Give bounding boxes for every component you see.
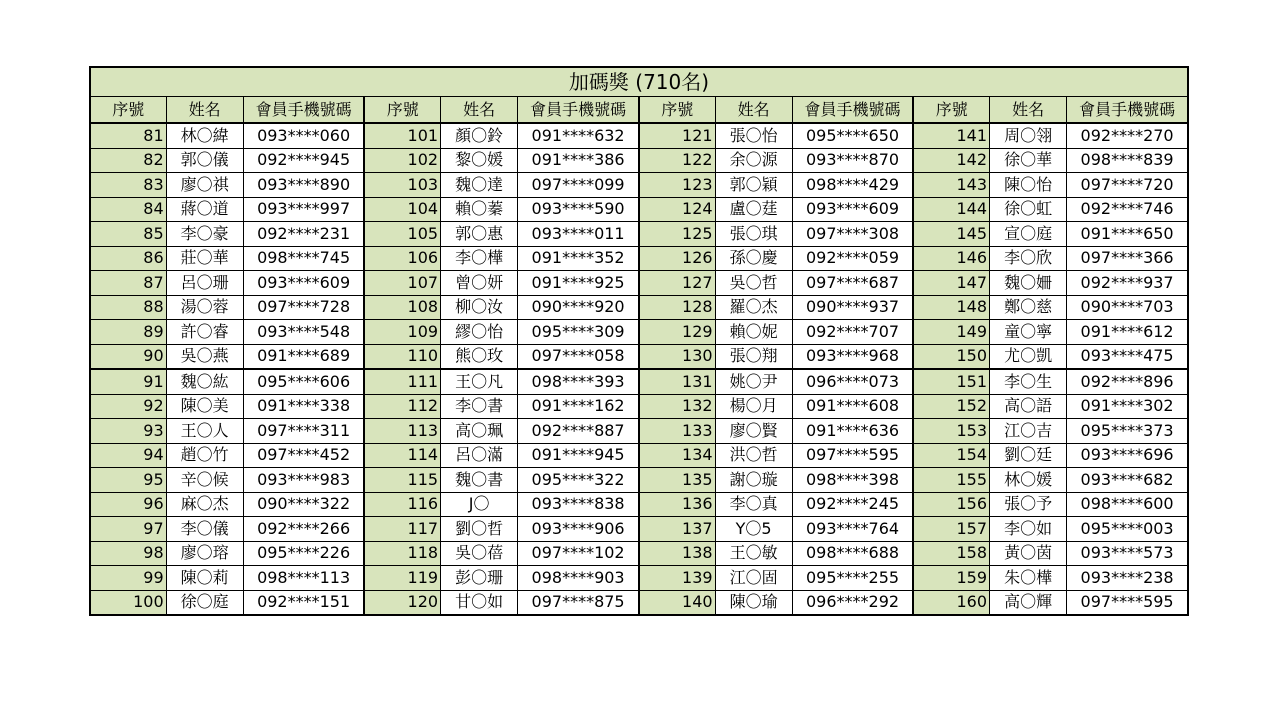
table-title: 加碼獎 (710名): [90, 67, 1188, 97]
number-cell: 147: [913, 271, 989, 296]
name-cell: 黎〇媛: [441, 148, 518, 173]
phone-cell: 097****452: [243, 443, 364, 468]
phone-cell: 092****059: [792, 246, 913, 271]
phone-cell: 098****688: [792, 541, 913, 566]
name-cell: 顏〇鈴: [441, 123, 518, 148]
name-cell: 徐〇華: [990, 148, 1067, 173]
name-cell: 甘〇如: [441, 590, 518, 615]
name-cell: 張〇怡: [715, 123, 792, 148]
phone-cell: 093****548: [243, 320, 364, 345]
phone-cell: 093****573: [1067, 541, 1188, 566]
number-cell: 85: [90, 222, 166, 247]
name-cell: 李〇儀: [166, 517, 243, 542]
table-row: [90, 566, 1188, 591]
name-cell: 劉〇哲: [441, 517, 518, 542]
number-cell: 83: [90, 173, 166, 198]
name-cell: 徐〇庭: [166, 590, 243, 615]
phone-cell: 092****707: [792, 320, 913, 345]
number-cell: 117: [364, 517, 440, 542]
table-row: [90, 443, 1188, 468]
table-row: [90, 468, 1188, 493]
phone-cell: 092****937: [1067, 271, 1188, 296]
phone-cell: 097****058: [518, 344, 639, 369]
phone-cell: 095****322: [518, 468, 639, 493]
phone-cell: 095****255: [792, 566, 913, 591]
number-cell: 143: [913, 173, 989, 198]
name-cell: 盧〇莛: [715, 197, 792, 222]
table-row: [90, 320, 1188, 345]
number-cell: 114: [364, 443, 440, 468]
number-cell: 113: [364, 419, 440, 444]
number-cell: 135: [639, 468, 715, 493]
name-cell: 湯〇蓉: [166, 295, 243, 320]
name-cell: Y〇5: [715, 517, 792, 542]
number-cell: 158: [913, 541, 989, 566]
name-cell: 熊〇玫: [441, 344, 518, 369]
name-cell: 繆〇怡: [441, 320, 518, 345]
number-cell: 105: [364, 222, 440, 247]
phone-cell: 097****595: [792, 443, 913, 468]
table-row: [90, 394, 1188, 419]
number-cell: 95: [90, 468, 166, 493]
table-row: [90, 123, 1188, 148]
phone-cell: 093****968: [792, 344, 913, 369]
number-cell: 149: [913, 320, 989, 345]
table-row: [90, 197, 1188, 222]
name-cell: 許〇睿: [166, 320, 243, 345]
phone-cell: 097****366: [1067, 246, 1188, 271]
number-cell: 125: [639, 222, 715, 247]
number-cell: 122: [639, 148, 715, 173]
table-row: [90, 222, 1188, 247]
name-cell: 謝〇璇: [715, 468, 792, 493]
name-cell: 呂〇珊: [166, 271, 243, 296]
name-cell: 魏〇達: [441, 173, 518, 198]
number-cell: 155: [913, 468, 989, 493]
number-cell: 151: [913, 369, 989, 394]
name-cell: 姚〇尹: [715, 369, 792, 394]
number-cell: 120: [364, 590, 440, 615]
number-cell: 140: [639, 590, 715, 615]
phone-cell: 092****896: [1067, 369, 1188, 394]
name-cell: 魏〇姍: [990, 271, 1067, 296]
name-cell: 彭〇珊: [441, 566, 518, 591]
number-cell: 100: [90, 590, 166, 615]
table-row: [90, 148, 1188, 173]
name-cell: 廖〇瑢: [166, 541, 243, 566]
name-cell: 黃〇茵: [990, 541, 1067, 566]
phone-cell: 090****703: [1067, 295, 1188, 320]
number-cell: 116: [364, 492, 440, 517]
phone-cell: 096****073: [792, 369, 913, 394]
phone-cell: 093****609: [792, 197, 913, 222]
phone-cell: 093****609: [243, 271, 364, 296]
phone-cell: 092****270: [1067, 123, 1188, 148]
phone-cell: 093****060: [243, 123, 364, 148]
name-cell: 曾〇妍: [441, 271, 518, 296]
phone-cell: 091****612: [1067, 320, 1188, 345]
number-cell: 104: [364, 197, 440, 222]
number-cell: 159: [913, 566, 989, 591]
name-cell: 陳〇瑜: [715, 590, 792, 615]
number-cell: 138: [639, 541, 715, 566]
name-cell: 陳〇莉: [166, 566, 243, 591]
name-cell: 江〇吉: [990, 419, 1067, 444]
phone-cell: 098****393: [518, 369, 639, 394]
phone-cell: 092****245: [792, 492, 913, 517]
number-cell: 126: [639, 246, 715, 271]
name-cell: 廖〇賢: [715, 419, 792, 444]
number-cell: 115: [364, 468, 440, 493]
number-cell: 160: [913, 590, 989, 615]
phone-cell: 091****636: [792, 419, 913, 444]
number-cell: 136: [639, 492, 715, 517]
header-number: 序號: [90, 97, 166, 124]
phone-cell: 093****696: [1067, 443, 1188, 468]
name-cell: 陳〇怡: [990, 173, 1067, 198]
table-row: [90, 344, 1188, 369]
number-cell: 157: [913, 517, 989, 542]
number-cell: 89: [90, 320, 166, 345]
name-cell: 張〇予: [990, 492, 1067, 517]
header-phone: 會員手機號碼: [792, 97, 913, 124]
phone-cell: 091****650: [1067, 222, 1188, 247]
name-cell: J〇: [441, 492, 518, 517]
table-body: [90, 67, 1188, 615]
name-cell: 李〇欣: [990, 246, 1067, 271]
number-cell: 121: [639, 123, 715, 148]
table-row: [90, 517, 1188, 542]
number-cell: 102: [364, 148, 440, 173]
phone-cell: 097****308: [792, 222, 913, 247]
winner-table: [89, 66, 1189, 616]
name-cell: 郭〇儀: [166, 148, 243, 173]
phone-cell: 092****231: [243, 222, 364, 247]
phone-cell: 097****875: [518, 590, 639, 615]
number-cell: 124: [639, 197, 715, 222]
phone-cell: 091****162: [518, 394, 639, 419]
name-cell: 吳〇蓓: [441, 541, 518, 566]
phone-cell: 096****292: [792, 590, 913, 615]
name-cell: 徐〇虹: [990, 197, 1067, 222]
name-cell: 尤〇凱: [990, 344, 1067, 369]
name-cell: 江〇固: [715, 566, 792, 591]
name-cell: 柳〇汝: [441, 295, 518, 320]
name-cell: 鄭〇慈: [990, 295, 1067, 320]
table-row: [90, 295, 1188, 320]
number-cell: 130: [639, 344, 715, 369]
number-cell: 91: [90, 369, 166, 394]
phone-cell: 091****925: [518, 271, 639, 296]
number-cell: 144: [913, 197, 989, 222]
phone-cell: 093****475: [1067, 344, 1188, 369]
name-cell: 李〇豪: [166, 222, 243, 247]
number-cell: 127: [639, 271, 715, 296]
number-cell: 92: [90, 394, 166, 419]
phone-cell: 093****890: [243, 173, 364, 198]
header-number: 序號: [639, 97, 715, 124]
number-cell: 87: [90, 271, 166, 296]
name-cell: 李〇生: [990, 369, 1067, 394]
header-row: [90, 97, 1188, 124]
phone-cell: 092****887: [518, 419, 639, 444]
table-row: [90, 492, 1188, 517]
table-row: [90, 369, 1188, 394]
name-cell: 王〇人: [166, 419, 243, 444]
number-cell: 88: [90, 295, 166, 320]
header-name: 姓名: [166, 97, 243, 124]
phone-cell: 098****429: [792, 173, 913, 198]
phone-cell: 095****606: [243, 369, 364, 394]
name-cell: 朱〇樺: [990, 566, 1067, 591]
number-cell: 141: [913, 123, 989, 148]
phone-cell: 098****113: [243, 566, 364, 591]
phone-cell: 093****764: [792, 517, 913, 542]
number-cell: 150: [913, 344, 989, 369]
phone-cell: 097****595: [1067, 590, 1188, 615]
name-cell: 王〇敏: [715, 541, 792, 566]
number-cell: 99: [90, 566, 166, 591]
name-cell: 莊〇華: [166, 246, 243, 271]
name-cell: 呂〇滿: [441, 443, 518, 468]
phone-cell: 097****311: [243, 419, 364, 444]
name-cell: 趙〇竹: [166, 443, 243, 468]
phone-cell: 091****689: [243, 344, 364, 369]
number-cell: 156: [913, 492, 989, 517]
phone-cell: 098****839: [1067, 148, 1188, 173]
phone-cell: 090****920: [518, 295, 639, 320]
number-cell: 112: [364, 394, 440, 419]
phone-cell: 098****398: [792, 468, 913, 493]
number-cell: 81: [90, 123, 166, 148]
phone-cell: 097****687: [792, 271, 913, 296]
number-cell: 94: [90, 443, 166, 468]
number-cell: 93: [90, 419, 166, 444]
name-cell: 郭〇穎: [715, 173, 792, 198]
name-cell: 李〇如: [990, 517, 1067, 542]
name-cell: 張〇琪: [715, 222, 792, 247]
phone-cell: 093****682: [1067, 468, 1188, 493]
name-cell: 李〇真: [715, 492, 792, 517]
phone-cell: 093****238: [1067, 566, 1188, 591]
number-cell: 108: [364, 295, 440, 320]
phone-cell: 093****906: [518, 517, 639, 542]
number-cell: 103: [364, 173, 440, 198]
number-cell: 139: [639, 566, 715, 591]
number-cell: 145: [913, 222, 989, 247]
table-row: [90, 419, 1188, 444]
number-cell: 84: [90, 197, 166, 222]
name-cell: 蔣〇道: [166, 197, 243, 222]
phone-cell: 090****937: [792, 295, 913, 320]
number-cell: 109: [364, 320, 440, 345]
header-number: 序號: [364, 97, 440, 124]
name-cell: 吳〇哲: [715, 271, 792, 296]
header-number: 序號: [913, 97, 989, 124]
name-cell: 劉〇廷: [990, 443, 1067, 468]
phone-cell: 091****338: [243, 394, 364, 419]
table-row: [90, 271, 1188, 296]
number-cell: 98: [90, 541, 166, 566]
number-cell: 152: [913, 394, 989, 419]
number-cell: 123: [639, 173, 715, 198]
number-cell: 137: [639, 517, 715, 542]
name-cell: 廖〇祺: [166, 173, 243, 198]
name-cell: 余〇源: [715, 148, 792, 173]
name-cell: 童〇寧: [990, 320, 1067, 345]
header-name: 姓名: [715, 97, 792, 124]
phone-cell: 093****870: [792, 148, 913, 173]
phone-cell: 093****997: [243, 197, 364, 222]
number-cell: 110: [364, 344, 440, 369]
number-cell: 90: [90, 344, 166, 369]
header-phone: 會員手機號碼: [1067, 97, 1188, 124]
number-cell: 132: [639, 394, 715, 419]
name-cell: 賴〇妮: [715, 320, 792, 345]
name-cell: 魏〇書: [441, 468, 518, 493]
number-cell: 111: [364, 369, 440, 394]
phone-cell: 097****102: [518, 541, 639, 566]
name-cell: 楊〇月: [715, 394, 792, 419]
number-cell: 119: [364, 566, 440, 591]
phone-cell: 092****945: [243, 148, 364, 173]
phone-cell: 092****266: [243, 517, 364, 542]
phone-cell: 095****226: [243, 541, 364, 566]
phone-cell: 092****151: [243, 590, 364, 615]
name-cell: 辛〇候: [166, 468, 243, 493]
name-cell: 羅〇杰: [715, 295, 792, 320]
name-cell: 李〇樺: [441, 246, 518, 271]
number-cell: 146: [913, 246, 989, 271]
phone-cell: 097****728: [243, 295, 364, 320]
name-cell: 郭〇惠: [441, 222, 518, 247]
phone-cell: 091****945: [518, 443, 639, 468]
phone-cell: 093****983: [243, 468, 364, 493]
table-row: [90, 246, 1188, 271]
name-cell: 李〇書: [441, 394, 518, 419]
number-cell: 129: [639, 320, 715, 345]
phone-cell: 098****600: [1067, 492, 1188, 517]
phone-cell: 091****632: [518, 123, 639, 148]
table-row: [90, 590, 1188, 615]
name-cell: 周〇翎: [990, 123, 1067, 148]
phone-cell: 091****608: [792, 394, 913, 419]
number-cell: 82: [90, 148, 166, 173]
name-cell: 魏〇紘: [166, 369, 243, 394]
header-name: 姓名: [441, 97, 518, 124]
name-cell: 吳〇燕: [166, 344, 243, 369]
phone-cell: 097****720: [1067, 173, 1188, 198]
number-cell: 96: [90, 492, 166, 517]
number-cell: 154: [913, 443, 989, 468]
table-row: [90, 541, 1188, 566]
phone-cell: 098****903: [518, 566, 639, 591]
number-cell: 118: [364, 541, 440, 566]
number-cell: 106: [364, 246, 440, 271]
number-cell: 134: [639, 443, 715, 468]
header-phone: 會員手機號碼: [243, 97, 364, 124]
number-cell: 97: [90, 517, 166, 542]
phone-cell: 091****386: [518, 148, 639, 173]
number-cell: 148: [913, 295, 989, 320]
name-cell: 陳〇美: [166, 394, 243, 419]
name-cell: 麻〇杰: [166, 492, 243, 517]
phone-cell: 091****302: [1067, 394, 1188, 419]
name-cell: 林〇媛: [990, 468, 1067, 493]
header-name: 姓名: [990, 97, 1067, 124]
name-cell: 宣〇庭: [990, 222, 1067, 247]
name-cell: 王〇凡: [441, 369, 518, 394]
name-cell: 高〇輝: [990, 590, 1067, 615]
phone-cell: 095****650: [792, 123, 913, 148]
number-cell: 101: [364, 123, 440, 148]
phone-cell: 095****373: [1067, 419, 1188, 444]
phone-cell: 093****590: [518, 197, 639, 222]
phone-cell: 093****838: [518, 492, 639, 517]
number-cell: 142: [913, 148, 989, 173]
phone-cell: 095****309: [518, 320, 639, 345]
header-phone: 會員手機號碼: [518, 97, 639, 124]
name-cell: 孫〇慶: [715, 246, 792, 271]
number-cell: 107: [364, 271, 440, 296]
phone-cell: 092****746: [1067, 197, 1188, 222]
number-cell: 128: [639, 295, 715, 320]
number-cell: 133: [639, 419, 715, 444]
phone-cell: 090****322: [243, 492, 364, 517]
number-cell: 86: [90, 246, 166, 271]
phone-cell: 097****099: [518, 173, 639, 198]
name-cell: 賴〇蓁: [441, 197, 518, 222]
name-cell: 張〇翔: [715, 344, 792, 369]
name-cell: 洪〇哲: [715, 443, 792, 468]
table-row: [90, 173, 1188, 198]
number-cell: 153: [913, 419, 989, 444]
name-cell: 高〇珮: [441, 419, 518, 444]
phone-cell: 095****003: [1067, 517, 1188, 542]
phone-cell: 098****745: [243, 246, 364, 271]
phone-cell: 091****352: [518, 246, 639, 271]
name-cell: 林〇緯: [166, 123, 243, 148]
name-cell: 高〇語: [990, 394, 1067, 419]
number-cell: 131: [639, 369, 715, 394]
phone-cell: 093****011: [518, 222, 639, 247]
